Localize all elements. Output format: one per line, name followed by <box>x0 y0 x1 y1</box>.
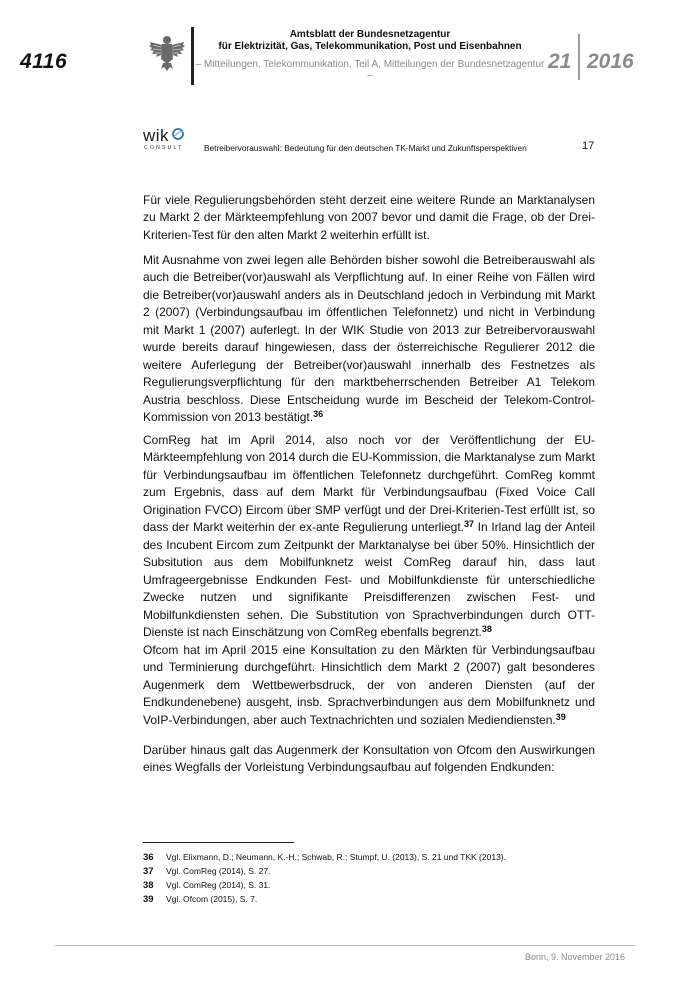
footnote <box>143 851 603 864</box>
paragraph-4-text: Ofcom hat im April 2015 eine Konsultation zu den Märkten für Verbindungsaufbau und Terminierung durchgeführt. Hinsichtlich dem Markt 2 (2007) galt besonderes Augenmerk dem Wettbewerbsdruck, der von anderen Diensten (auf der Endkundenebene) ausgeht, insb. Sprachverbindungen aus dem Mobilfunknetz und VoIP-Verbindungen, aber auch Textnachrichten und sozialen Mediendiensten. <box>143 643 595 727</box>
running-title: Betreibervorauswahl: Bedeutung für den deutschen TK-Markt und Zukunftsperspektiven <box>204 143 527 153</box>
issue-divider <box>578 34 580 80</box>
footnote <box>143 879 603 892</box>
paragraph-1: Für viele Regulierungsbehörden steht derzeit eine weitere Runde an Marktanalysen zu Markt 2 der Märkteempfehlung von 2007 bevor und damit die Frage, ob der Drei-Kriterien-Test für den alten Markt 2 weiterhin erfüllt ist. <box>143 193 595 242</box>
paragraph-4 <box>143 642 595 729</box>
footnote-text: Vgl. Elixmann, D.; Neumann, K.-H.; Schwab, R.; Stumpf, U. (2013), S. 21 und TKK (2013). <box>166 852 506 862</box>
paragraph-2 <box>143 252 595 427</box>
paragraph-5: Darüber hinaus galt das Augenmerk der Konsultation von Ofcom den Auswirkungen eines Wegfalls der Vorleistung Verbindungsaufbau auf folgenden Endkunden: <box>143 743 595 775</box>
footnote-ref-38[interactable]: 38 <box>481 623 492 634</box>
publication-subtitle: – Mitteilungen, Telekommunikation, Teil A, Mitteilungen der Bundesnetzagentur – <box>195 59 545 81</box>
footnote-text: Vgl. Ofcom (2015), S. 7. <box>166 894 258 904</box>
footnote-number: 38 <box>143 880 154 891</box>
footnote-ref-39[interactable]: 39 <box>555 711 566 722</box>
logo-wordmark: wik <box>143 126 170 145</box>
logo-subtext: CONSULT <box>144 145 184 151</box>
footnote-number: 36 <box>143 852 154 863</box>
footnote-number: 37 <box>143 866 154 877</box>
paragraph-2-text: Mit Ausnahme von zwei legen alle Behörden bisher sowohl die Betreiberauswahl als auch die Betreiber(vor)auswahl als Verpflichtung auf. In einer Reihe von Fällen wird die Betreiber(vor)auswahl anders als in Deutschland jedoch in Verbindung mit Markt 2 (2007) (Verbindungsaufbau im öffentlichen Telefonnetz) und nicht in Verbindung mit Markt 1 (2007) auferlegt. In der WIK Studie von 2013 zur Betreibervorauswahl wurde bereits darauf hingewiesen, dass der österreichische Regulierer 2012 die weitere Auferlegung der Betreiber(vor)auswahl innerhalb des Festnetzes als Regulierungsverpflichtung für den marktbeherrschenden Betreiber A1 Telekom Austria beschloss. Diese Entscheidung wurde im Bescheid der Telekom-Control-Kommission von 2013 bestätigt. <box>143 253 595 425</box>
header-divider <box>191 27 194 85</box>
logo-swoosh-icon <box>172 128 184 140</box>
footnote <box>143 865 603 878</box>
wik-consult-logo <box>143 126 188 154</box>
federal-eagle-icon <box>148 33 186 73</box>
publication-title-line2: für Elektrizität, Gas, Telekommunikation, Post und Eisenbahnen <box>218 41 522 52</box>
paragraph-3 <box>143 432 595 641</box>
footnote-ref-37[interactable]: 37 <box>464 519 475 530</box>
page-number: 4116 <box>20 50 68 73</box>
footnote-ref-36[interactable]: 36 <box>313 409 324 420</box>
footnote-text: Vgl. ComReg (2014), S. 31. <box>166 880 271 890</box>
footnote-number: 39 <box>143 894 154 905</box>
footer-divider <box>55 945 635 946</box>
paragraph-3-text-a: ComReg hat im April 2014, also noch vor der Veröffentlichung der EU-Märkteempfehlung von 2014 durch die EU-Kommission, die Marktanalyse zum Markt für Verbindungsaufbau im öffentlichen Telefonnetz durchgeführt. ComReg kommt zum Ergebnis, dass auf dem Markt für Verbindungsaufbau (Fixed Voice Call Origination FVCO) Eircom über SMP verfügt und der Drei-Kriterien-Test erfüllt ist, so dass der Markt weiterhin der ex-ante Regulierung unterliegt. <box>143 433 595 535</box>
issue-year: 2016 <box>587 50 634 73</box>
footnote-text: Vgl. ComReg (2014), S. 27. <box>166 866 271 876</box>
footnote <box>143 893 603 906</box>
document-page-number: 17 <box>582 140 595 152</box>
publication-title-line1: Amtsblatt der Bundesnetzagentur <box>289 29 451 40</box>
issue-number: 21 <box>548 50 572 73</box>
publication-title <box>210 29 530 53</box>
paragraph-3-text-b: In Irland lag der Anteil des Incubent Eircom zum Zeitpunkt der Marktanalyse bei über 50%. Hinsichtlich der Subsitution aus dem Mobilfunknetz weist ComReg darauf hin, dass laut Umfrageergebnisse Endkunden Fest- und Mobilfunkdienste für unterschiedliche Zwecke nutzen und signifikante Preisdifferenzen zwischen Fest- und Mobilfunkdiensten sehen. Die Substitution von Sprachverbindungen durch OTT-Dienste ist nach Einschätzung von ComReg ebenfalls begrenzt. <box>143 520 595 639</box>
footnote-separator <box>143 842 294 843</box>
footer-date: Bonn, 9. November 2016 <box>525 952 626 962</box>
